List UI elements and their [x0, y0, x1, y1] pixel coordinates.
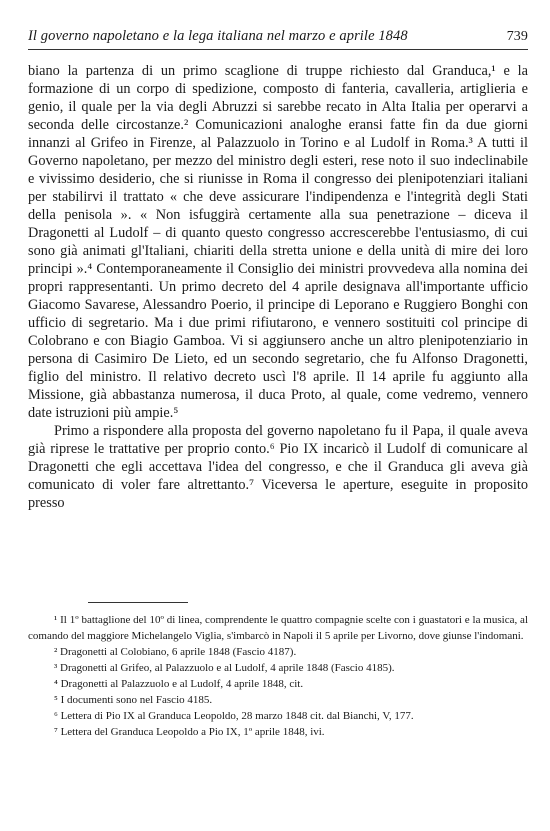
footnote-5: ⁵ I documenti sono nel Fascio 4185. [54, 694, 213, 706]
footnote-rule [88, 602, 188, 603]
page-number: 739 [506, 29, 528, 44]
footnote-2: ² Dragonetti al Colobiano, 6 aprile 1848 (Fascio 4187). [54, 646, 297, 658]
paragraph-1: biano la partenza di un primo scaglione di truppe richiesto dal Granduca,¹ e la formazione di un corpo di spedizione, composto di fanteria, cavalleria, artiglieria e genio, il quale per la via degli Abruzzi si sarebbe recato in Alta Italia per operarvi a seconda delle circostanze.² Comunicazioni analoghe eransi fatte fin da due giorni innanzi al Grifeo in Firenze, al Palazzuolo in Torino e al Ludolf in Roma.³ A tutti il Governo napoletano, per mezzo del ministro degli esteri, rese noto il suo indeclinabile e vivissimo desiderio, che si riunisse in Roma il congresso dei plenipotenziari italiani per stabilirvi il trattato « che deve assicurare l'indipendenza e l'integrità degli Stati della penisola ». « Non isfuggirà certamente alla sua penetrazione – diceva il Dragonetti al Ludolf – di quanto questo congresso accrescerebbe l'entusiasmo, di cui sono già animati gl'Italiani, chiariti della stretta unione e della unità di mire dei loro principi ».⁴ Contemporaneamente il Consiglio dei ministri provvedeva alla nomina dei propri rappresentanti. Un primo decreto del 4 aprile designava all'importante ufficio Giacomo Savarese, Alessandro Poerio, il principe di Leporano e Ruggiero Bonghi con ufficio di segretario. Ma i due primi rifiutarono, e vennero sostituiti col principe di Colobrano e con Biagio Gamboa. Vi si aggiunsero anche un altro plenipotenziario in persona di Casimiro De Lieto, ed un secondo segretario, che fu Alfonso Dragonetti, figlio del ministro. Il relativo decreto uscì l'8 aprile. Il 14 aprile fu aggiunto alla Missione, già abbastanza numerosa, il duca Proto, al quale, come vedremo, vennero date istruzioni più ampie.⁵ [28, 63, 528, 421]
footnote-4: ⁴ Dragonetti al Palazzuolo e al Ludolf, 4 aprile 1848, cit. [54, 678, 304, 690]
main-text [28, 62, 528, 512]
footnote-6: ⁶ Lettera di Pio IX al Granduca Leopoldo, 28 marzo 1848 cit. dal Bianchi, V, 177. [54, 710, 414, 722]
footnotes [28, 612, 528, 740]
footnote-7: ⁷ Lettera del Granduca Leopoldo a Pio IX, 1º aprile 1848, ivi. [54, 726, 325, 738]
running-title: Il governo napoletano e la lega italiana nel marzo e aprile 1848 [28, 28, 408, 44]
paragraph-2: Primo a rispondere alla proposta del governo napoletano fu il Papa, il quale aveva già riprese le trattative per proprio conto.⁶ Pio IX incaricò il Ludolf di comunicare al Dragonetti che egli accettava l'idea del congresso, e che il Granduca gli aveva già comunicato di voler fare altrettanto.⁷ Viceversa le aperture, eseguite in proposito presso [28, 423, 528, 511]
footnote-3: ³ Dragonetti al Grifeo, al Palazzuolo e al Ludolf, 4 aprile 1848 (Fascio 4185). [54, 662, 395, 674]
running-header [28, 28, 528, 50]
footnote-1: ¹ Il 1º battaglione del 10º di linea, comprendente le quattro compagnie scelte con i guastatori e la musica, al comando del maggiore Michelangelo Viglia, s'imbarcò in Napoli il 5 aprile per Livorno, dove giunse l'indomani. [28, 614, 528, 642]
